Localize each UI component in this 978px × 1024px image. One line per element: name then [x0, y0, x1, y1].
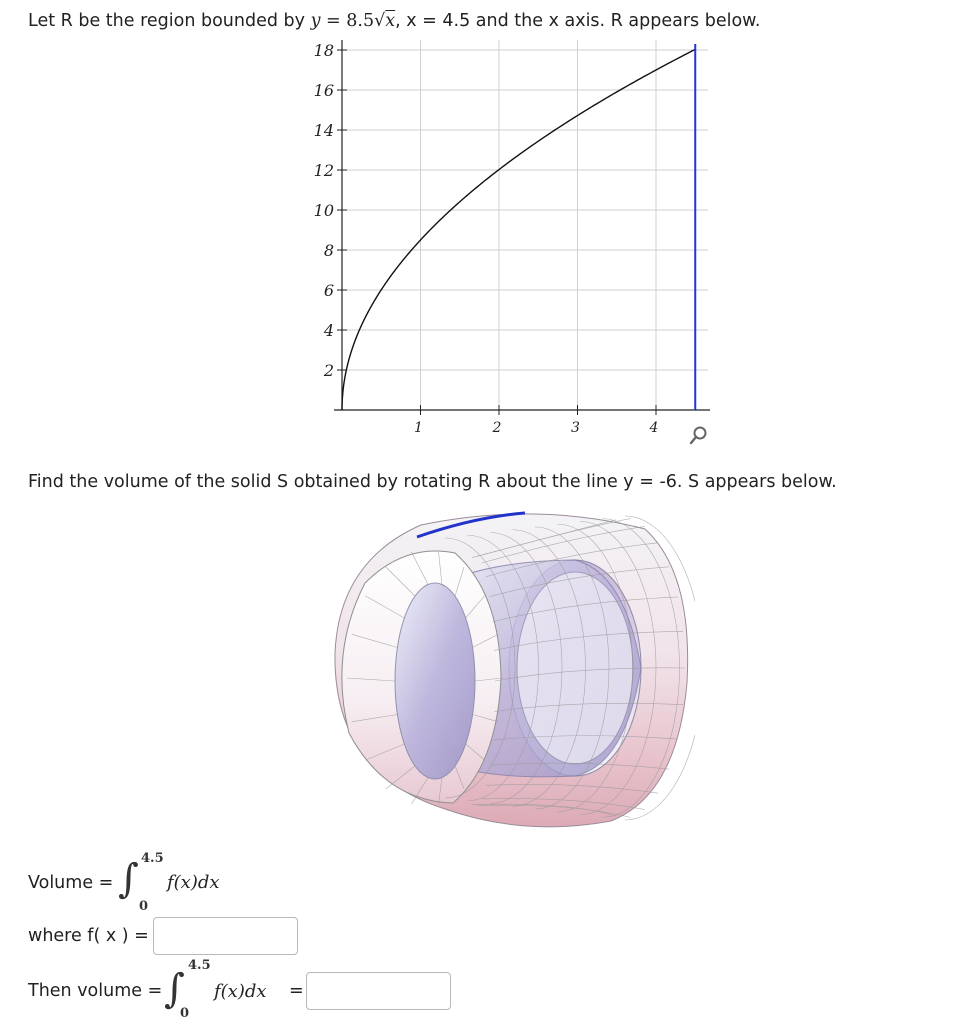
integral-sign-icon: ∫ — [164, 966, 185, 1012]
y-tick-label: 12 — [313, 161, 334, 180]
equation-coefficient: 8.5 — [346, 11, 375, 31]
then-integrand: f(x)dx — [214, 981, 267, 1002]
sqrt-curve — [342, 49, 695, 410]
where-label: where f( x ) = — [28, 926, 149, 946]
solid-of-revolution — [325, 503, 695, 833]
x-ticks — [414, 405, 658, 434]
equation-equals: = — [320, 11, 347, 31]
region-graph — [290, 34, 730, 434]
y-tick-label: 10 — [313, 201, 334, 220]
volume-upper-limit: 4.5 — [141, 851, 164, 866]
y-tick-label: 4 — [323, 321, 334, 340]
x-tick-label: 2 — [492, 420, 502, 434]
question-2-text: Find the volume of the solid S obtained by rotating R about the line y = -6. S appears below. — [28, 472, 837, 492]
equation-y: y — [310, 11, 321, 31]
volume-integrand: f(x)dx — [167, 872, 220, 893]
x-tick-label: 4 — [649, 420, 659, 434]
question-1-text — [28, 11, 760, 31]
volume-lower-limit: 0 — [139, 899, 149, 914]
y-tick-label: 2 — [323, 361, 334, 380]
f-of-x-input[interactable] — [153, 917, 298, 955]
sqrt-symbol: √ — [374, 11, 386, 31]
then-volume-label: Then volume = — [28, 981, 163, 1001]
question-1-prefix: Let R be the region bounded by — [28, 11, 305, 31]
then-lower-limit: 0 — [180, 1006, 190, 1021]
magnifier-icon[interactable] — [688, 424, 710, 446]
x-tick-label: 1 — [414, 420, 423, 434]
y-tick-label: 14 — [313, 121, 334, 140]
then-upper-limit: 4.5 — [188, 958, 211, 973]
question-1-suffix: , x = 4.5 and the x axis. R appears below. — [395, 11, 761, 31]
y-tick-label: 18 — [313, 41, 334, 60]
y-tick-label: 8 — [323, 241, 334, 260]
integral-sign-icon: ∫ — [118, 856, 139, 902]
volume-label: Volume = — [28, 873, 114, 893]
then-equals: = — [289, 981, 304, 1001]
volume-input[interactable] — [306, 972, 451, 1010]
x-tick-label: 3 — [571, 420, 580, 434]
graph-grid — [342, 40, 708, 410]
y-tick-label: 16 — [313, 81, 334, 100]
y-tick-label: 6 — [323, 281, 334, 300]
equation-x: x — [385, 11, 396, 31]
